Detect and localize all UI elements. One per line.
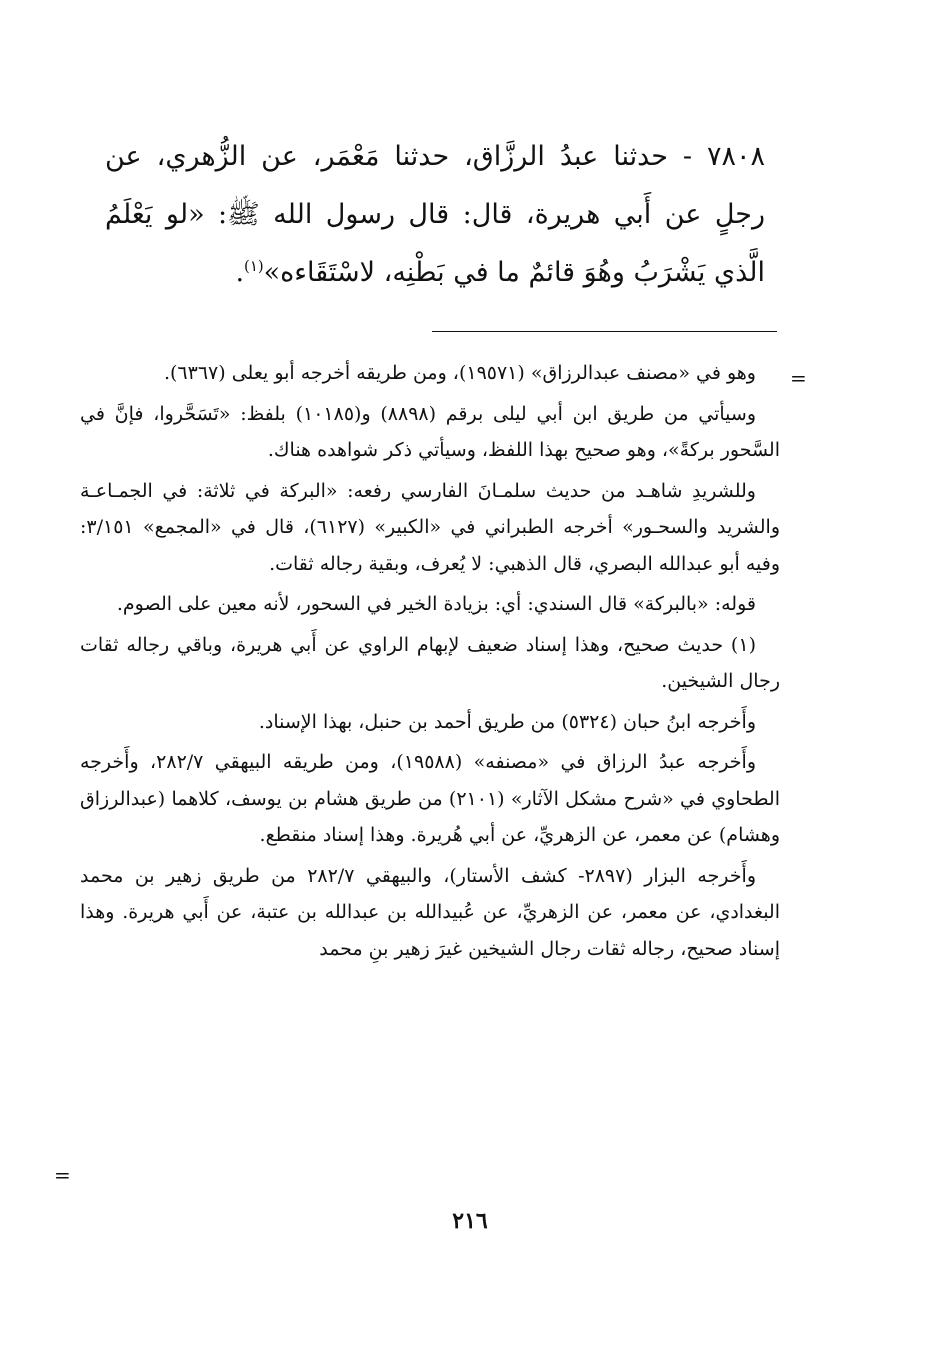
footnote-paragraph: وأَخرجه عبدُ الرزاق في «مصنفه» (١٩٥٨٨)، ومن طريقه البيهقي ٢٨٢/٧، وأَخرجه الطحاوي في «شرح مشكل الآثار» (٢١٠١) من طريق هشام بن يوسف، كلاهما (عبدالرزاق وهشام) عن معمر، عن الزهريِّ، عن أبي هُريرة. وهذا إسناد منقطع. <box>80 751 781 846</box>
footnote-divider <box>432 331 777 332</box>
footnote-paragraph: وأَخرجه البزار (٢٨٩٧- كشف الأستار)، والبيهقي ٢٨٢/٧ من طريق زهير بن محمد البغدادي، عن معمر، عن الزهريِّ، عن عُبيدالله بن عبدالله بن عتبة، عن أَبي هريرة. وهذا إسناد صحيح، رجاله ثقات رجال الشيخين غيرَ زهير بنِ محمد <box>80 864 780 960</box>
hadith-text-block <box>105 128 765 302</box>
footnotes-block <box>80 355 780 971</box>
footnote-reference: (١) <box>244 257 264 275</box>
hadith-number: ٧٨٠٨ <box>706 141 765 172</box>
continuation-mark-bottom: = <box>54 1163 71 1187</box>
footnote-paragraph: قوله: «بالبركة» قال السندي: أي: بزيادة الخير في السحور، لأنه معين على الصوم. <box>116 593 756 615</box>
continuation-mark-top: = <box>790 366 807 390</box>
footnote-paragraph: وهو في «مصنف عبدالرزاق» (١٩٥٧١)، ومن طريقه أخرجه أبو يعلى (٦٣٦٧). <box>163 362 756 384</box>
footnote-paragraph: وأَخرجه ابنُ حبان (٥٣٢٤) من طريق أحمد بن حنبل، بهذا الإسناد. <box>258 710 756 733</box>
footnote-paragraph: وسيأتي من طريق ابن أبي ليلى برقم (٨٨٩٨) و(١٠١٨٥) بلفظ: «تَسَحَّروا، فإنَّ في السَّحور بركةً»، وهو صحيح بهذا اللفظ، وسيأتي ذكر شواهده هناك. <box>80 402 780 461</box>
footnote-paragraph: وللشريدِ شاهـد من حديث سلمـانَ الفارسي رفعه: «البركة في ثلاثة: في الجمـاعـة والشريد والسحـور» أخرجه الطبراني في «الكبير» (٦١٢٧)، قال في «المجمع» ٣/١٥١: وفيه أبو عبدالله البصري، قال الذهبي: لا يُعرف، وبقية رجاله ثقات. <box>80 479 780 575</box>
footnote-paragraph: (١) حديث صحيح، وهذا إسناد ضعيف لإبهام الراوي عن أَبي هريرة، وباقي رجاله ثقات رجال الشيخين. <box>80 633 780 692</box>
hadith-paragraph: ٧٨٠٨ - حدثنا عبدُ الرزَّاق، حدثنا مَعْمَر، عن الزُّهري، عن رجلٍ عن أَبي هريرة، قال: قال رسول الله ﷺ: «لو يَعْلَمُ الَّذي يَشْرَبُ وهُوَ قائمٌ ما في بَطْنِه، لاسْتَقَاءه»$^{(١)}$. <box>105 141 765 288</box>
page-number: ٢١٦ <box>452 1208 488 1234</box>
hadith-text: - حدثنا عبدُ الرزَّاق، حدثنا مَعْمَر، عن الزُّهري، عن رجلٍ عن أَبي هريرة، قال: قال رسول الله ﷺ: «لو يَعْلَمُ الَّذي يَشْرَبُ وهُوَ قائمٌ ما في بَطْنِه، لاسْتَقَاءه» <box>105 141 765 288</box>
